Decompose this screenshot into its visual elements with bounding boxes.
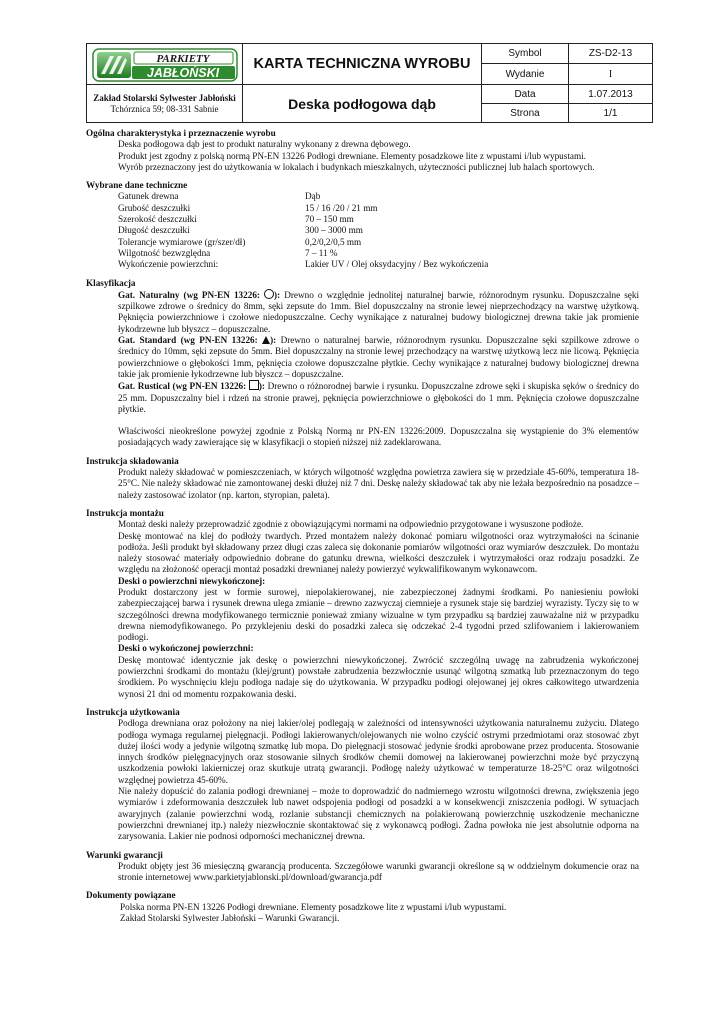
grade-natural-label: Gat. Naturalny (wg PN-EN 13226:	[118, 289, 260, 300]
spec-row	[86, 225, 639, 236]
grade-standard-label: Gat. Standard (wg PN-EN 13226:	[118, 335, 258, 346]
label-close: ):	[270, 335, 277, 346]
edition-value: I	[569, 64, 653, 85]
document-body	[86, 128, 639, 924]
company-name: Zakład Stolarski Sylwester Jabłoński	[93, 92, 236, 103]
logo-cell	[87, 44, 243, 85]
spec-key: Długość deszczułki	[118, 225, 190, 236]
spec-row	[86, 203, 639, 214]
classification-note: Właściwości nieokreślone powyżej zgodnie z Polską Normą nr PN-EN 13226:2009. Dopuszczalna się wystąpienie do 3% elementów posiadających wady zawierające się w klasyfikacji o stopień niższej niż zadeklarowana.	[118, 426, 639, 448]
spec-value: 15 / 16 /20 / 21 mm	[305, 202, 378, 213]
section-heading: Dokumenty powiązane	[86, 890, 176, 901]
circle-icon	[264, 289, 274, 299]
spec-key: Wilgotność bezwzględna	[118, 247, 211, 258]
paragraph: Produkt należy składować w pomieszczeniach, w których wilgotność względna powietrza zawiera się w przedziale 45-60%, temperatura 18-25°C. Nie należy składować nie zamontowanej deski dłużej niż 7 dni. Deskę należy składować tak aby nie leżała bezpośrednio na posadzce – należy zastosować izolator (np. karton, styropian, paleta).	[118, 467, 639, 500]
subheading: Deski o powierzchni niewykończonej:	[118, 575, 266, 586]
section-heading: Warunki gwarancji	[86, 849, 163, 860]
paragraph: Zakład Stolarski Sylwester Jabłoński – Warunki Gwarancji.	[120, 913, 340, 923]
section-heading: Instrukcja składowania	[86, 455, 179, 466]
paragraph: Podłoga drewniana oraz położony na niej lakier/olej podlegają w zależności od intensywności użytkowania naturalnemu zużyciu. Dlatego podłoga wymaga regularnej pielęgnacji. Podłogi lakierowanych/olejowanych nie wolno czyścić ostrymi przedmiotami oraz stosować zbyt dużej ilości wody a jedynie wilgotną szmatkę lub mopa. Do pielęgnacji stosować jedynie środki aprobowane przez producenta. Stosowanie innych środków pielęgnacyjnych oraz stosowanie silnych środków chemii domowej na lakierowanej powierzchni może być przyczyną uszkodzenia powłoki lakierniczej oraz skutkuje utratą gwarancji. Podłogę należy użytkować w temperaturze 18-25°C oraz wilgotności względnej powietrza 45-60%.	[118, 718, 639, 785]
paragraph: Wyrób przeznaczony jest do użytkowania w lokalach i budynkach mieszkalnych, użyteczności publicznej lub halach sportowych.	[118, 161, 595, 172]
subheading: Deski o wykończonej powierzchni:	[118, 643, 254, 654]
label-close: ):	[274, 289, 281, 300]
date-label: Data	[482, 85, 569, 104]
section-mounting	[86, 508, 639, 700]
spec-row	[86, 259, 639, 270]
spec-value: 7 – 11 %	[305, 247, 338, 258]
grade-natural	[86, 289, 639, 335]
section-heading: Wybrane dane techniczne	[86, 180, 188, 191]
section-heading: Instrukcja użytkowania	[86, 706, 180, 717]
grade-rustical-text: Drewno o różnorodnej barwie i rysunku. Dopuszczalne zdrowe sęki i skupiska sęków o średnicy do 25 mm. Dopuszczalny biel i rdzeń na stronie prawej, pęknięcia powierzchniowe o głębokości do 1 mm. Pęknięcia czołowe dopuszczalne płytkie.	[118, 381, 640, 414]
doc-type-title: KARTA TECHNICZNA WYROBU	[243, 44, 482, 85]
paragraph: Nie należy dopuścić do zalania podłogi drewnianej – może to doprowadzić do nadmiernego wzrostu wilgotności drewna, zwiększenia jego wymiarów i zdeformowania deszczułek lub nawet odspojenia podłogi od posadzki a w konsekwencji zniszczenia podłogi. W sytuacjach awaryjnych (zalanie powierzchni wodą, rozlanie substancji chemicznych na polakierowaną powierzchnię uszkodzenie mechaniczne powierzchni drewnianej itp.) należy niezwłocznie skontaktować się z wykonawcą podłogi. Żadna powłoka nie jest absolutnie odporna na zarysowania. Lakier nie podnosi odporności mechanicznej drewna.	[118, 786, 639, 842]
date-value: 1.07.2013	[569, 85, 653, 104]
logo-text-line1: PARKIETY	[156, 53, 209, 65]
section-tech-data	[86, 180, 639, 270]
section-heading: Klasyfikacja	[86, 277, 136, 288]
page-label: Strona	[482, 104, 569, 123]
grade-rustical	[86, 380, 639, 415]
section-classification	[86, 278, 639, 449]
page-value: 1/1	[569, 104, 653, 123]
section-storage	[86, 456, 639, 501]
section-general	[86, 128, 639, 173]
company-logo	[92, 48, 238, 82]
spec-value: 300 – 3000 mm	[305, 225, 363, 236]
grade-rustical-label: Gat. Rustical (wg PN-EN 13226:	[118, 381, 247, 392]
company-info	[87, 85, 243, 123]
grade-natural-text: Drewno o względnie jednolitej naturalnej barwie, różnorodnym rysunku. Dopuszczalne sęki szpilkowe zdrowe o średnicy do 8mm, sęki zepsute do 1mm. Biel dopuszczalny na stronie lewej nieprzechodzący na warstwę użytkową. Pęknięcia powierzchniowe i czołowe niedopuszczalne. Cechy wynikające z naturalnej budowy biologicznej drewna takie jak promienie łykodrzewne lub błyszcz – dopuszczalne.	[118, 289, 639, 334]
paragraph: Produkt jest zgodny z polską normą PN-EN 13226 Podłogi drewniane. Elementy posadzkowe lite z wpustami i/lub wypustami.	[118, 150, 586, 161]
paragraph: Deskę montować na klej do podłoży twardych. Przed montażem należy dokonać pomiaru wilgotności oraz wytrzymałości na ścinanie podłoża. Jeśli produkt był składowany przez długi czas zaleca się dokonanie pomiarów wilgotności oraz wymiarów deszczułek. Do montażu należy stosować materiały odpowiednio dobrane do gatunku drewna, wielkości deszczułek i wytrzymałości oraz rodzaju posadzki. Ze względu na złożoność operacji montaż posadzki drewnianej należy powierzyć wykwalifikowanym wykonawcom.	[118, 530, 639, 575]
spec-key: Szerokość deszczułki	[118, 214, 197, 225]
paragraph: Produkt objęty jest 36 miesięczną gwarancją producenta. Szczegółowe warunki gwarancji określone są w oddzielnym dokumencie oraz na stronie internetowej www.parkietyjablonski.pl/download/gwarancja.pdf	[118, 860, 639, 883]
section-warranty	[86, 850, 639, 884]
company-address: Tchórznica 59; 08-331 Sabnie	[110, 103, 219, 114]
spec-key: Gatunek drewna	[118, 191, 179, 202]
spec-key: Grubość deszczułki	[118, 202, 191, 213]
symbol-value: ZS-D2-13	[569, 44, 653, 64]
paragraph: Montaż deski należy przeprowadzić zgodnie z obowiązującymi normami na odpowiednio przygotowane i wysuszone podłoże.	[118, 519, 584, 530]
paragraph: Deska podłogowa dąb jest to produkt naturalny wykonany z drewna dębowego.	[118, 139, 411, 150]
grade-standard-text: Drewno o naturalnej barwie, różnorodnym rysunku. Dopuszczalne sęki szpilkowe zdrowe o średnicy do 10mm, sęki zepsute do 5mm. Biel dopuszczalny na stronie lewej przechodzący na warstwę użytkową lecz nie licową. Pęknięcia powierzchniowe o głębokości 1mm, pęknięcia czołowe dopuszczalne płytkie. Cechy wynikające z naturalnej budowy biologicznej drewna takie jak promienie łykodrzewne lub błyszcz – dopuszczalne.	[118, 335, 640, 379]
triangle-icon	[262, 336, 270, 344]
section-heading: Ogólna charakterystyka i przeznaczenie wyrobu	[86, 128, 276, 138]
label-close: ):	[258, 381, 265, 392]
spec-value: 70 – 150 mm	[305, 214, 354, 225]
spec-row	[86, 248, 639, 259]
spec-row	[86, 191, 639, 202]
logo-text-line2: JABŁOŃSKI	[146, 66, 219, 80]
symbol-label: Symbol	[482, 44, 569, 64]
document-header	[86, 43, 653, 123]
grade-standard	[86, 335, 639, 380]
spec-row	[86, 214, 639, 225]
paragraph: Deskę montować identycznie jak deskę o powierzchni niewykończonej. Zwrócić szczególną uwagę na zabrudzenia wykończonej powierzchni środkami do montażu (klej/grunt) powstałe zabrudzenia bezzwłocznie usunąć wilgotną szmatką lub przeznaczonym do tego środkiem. Po wyschnięciu kleju podłoga nadaje się do użytkowania. W przypadku podłogi olejowanej jej okres całkowitego utwardzenia wynosi 21 dni od momentu rozpakowania deski.	[118, 654, 639, 699]
section-heading: Instrukcja montażu	[86, 507, 164, 518]
section-related-docs	[86, 890, 639, 924]
paragraph: Polska norma PN-EN 13226 Podłogi drewniane. Elementy posadzkowe lite z wpustami i/lub wypustami.	[120, 901, 507, 912]
spec-key: Wykończenie powierzchni:	[118, 259, 219, 270]
square-icon	[249, 380, 259, 390]
product-name-title: Deska podłogowa dąb	[243, 85, 482, 123]
spec-key: Tolerancje wymiarowe (gr/szer/dł)	[118, 236, 246, 247]
spec-value: 0,2/0,2/0,5 mm	[305, 236, 362, 247]
section-usage	[86, 707, 639, 843]
spec-value: Dąb	[305, 191, 321, 202]
edition-label: Wydanie	[482, 64, 569, 85]
spec-row	[86, 237, 639, 248]
paragraph: Produkt dostarczony jest w formie surowej, niepolakierowanej, nie zabezpieczonej żadnymi środkami. Po naniesieniu powłoki zabezpieczającej barwa i rysunek drewna ulega zmianie – drewno zazwyczaj ciemnieje a rysunek staje się bardziej wyrazisty. Tyczy się to w szczególności drewna modyfikowanego termicznie ponieważ zmiany wizualne w tym przypadku są bardziej zauważalne niż w przypadku drewna niemodyfikowanego. Po przyklejeniu deski do posadzki zaleca się odczekać 2-4 tygodni przed szlifowaniem i lakierowaniem podłogi.	[118, 586, 639, 643]
spec-value: Lakier UV / Olej oksydacyjny / Bez wykończenia	[305, 259, 489, 270]
